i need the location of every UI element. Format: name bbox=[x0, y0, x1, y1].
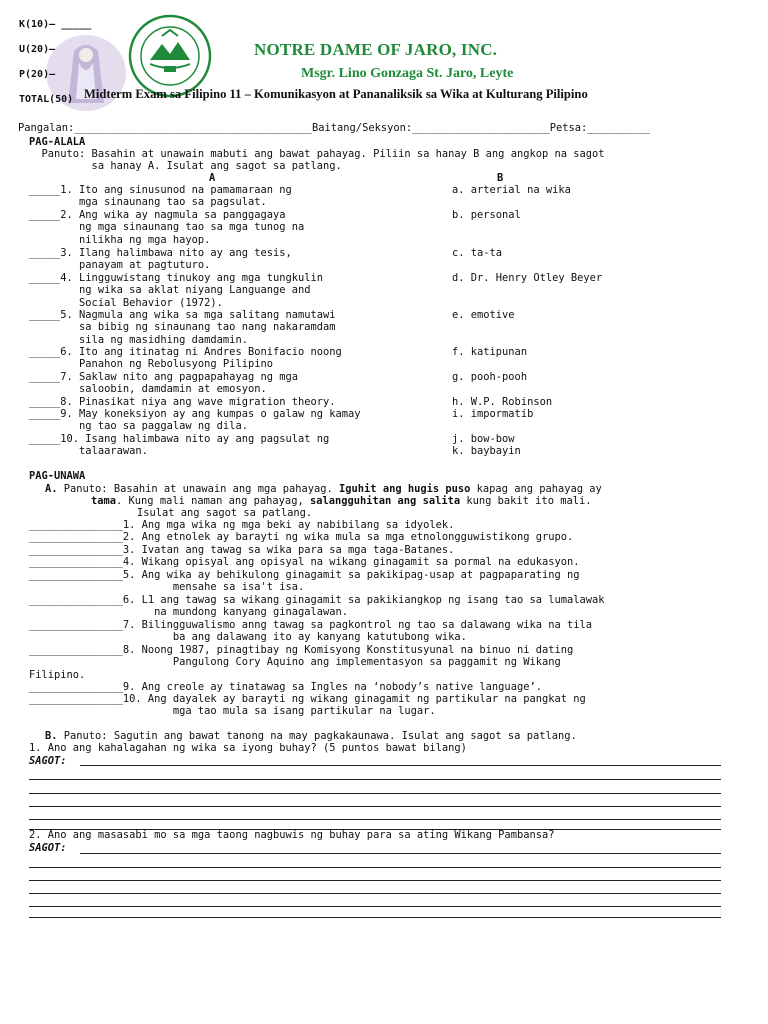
part-a-instr-text-4: kung bakit ito mali. bbox=[460, 495, 592, 507]
matching-item-b-e: e. emotive bbox=[452, 309, 515, 321]
part-b-instr-text: Panuto: Sagutin ang bawat tanong na may pagkakaunawa. Isulat ang sagot sa patlang. bbox=[57, 730, 577, 742]
matching-item-b-i: i. impormatib bbox=[452, 408, 534, 420]
score-u: U(20)– bbox=[19, 44, 56, 55]
matching-item-a-4[interactable]: _____4. Lingguwistang tinukoy ang mga tungkulin ng wika sa aklat niyang Languange and Social Behavior (1972). bbox=[29, 272, 324, 309]
part-a-instr-text-1: Panuto: Basahin at unawain ang mga pahayag. bbox=[57, 483, 340, 495]
true-false-item-6[interactable]: _______________6. L1 ang tawag sa wikang ginagamit sa pakikiangkop ng isang tao sa lumalawak na mundong kanyang ginagalawan. bbox=[29, 594, 605, 619]
column-a-header: A bbox=[209, 172, 216, 184]
answer-label-1: SAGOT: bbox=[29, 755, 67, 767]
matching-item-a-5[interactable]: _____5. Nagmula ang wika sa mga salitang namutawi sa bibig ng sinaunang tao nang nakaramdam sila ng masidhing damdamin. bbox=[29, 309, 336, 346]
score-total: TOTAL(50) bbox=[19, 94, 74, 105]
true-false-item-8[interactable]: _______________8. Noong 1987, pinagtibay ng Komisyong Konstitusyunal na binuo ni dating Pangulong Cory Aquino ang implementasyon sa paggamit ng Wikang Filipino. bbox=[29, 644, 574, 681]
answer-line-2b[interactable] bbox=[29, 867, 721, 868]
school-address: Msgr. Lino Gonzaga St. Jaro, Leyte bbox=[301, 66, 514, 81]
matching-item-b-jk: j. bow-bow k. baybayin bbox=[452, 433, 521, 458]
answer-label-2: SAGOT: bbox=[29, 842, 67, 854]
matching-item-a-10[interactable]: _____10. Isang halimbawa nito ay ang pagsulat ng talaarawan. bbox=[29, 433, 330, 458]
answer-line-2f[interactable] bbox=[29, 917, 721, 918]
matching-item-b-b: b. personal bbox=[452, 209, 521, 221]
true-false-item-9[interactable]: _______________9. Ang creole ay tinatawag sa Ingles na ‘nobody’s native language’. bbox=[29, 681, 542, 693]
matching-item-b-g: g. pooh-pooh bbox=[452, 371, 528, 383]
matching-item-a-8[interactable]: _____8. Pinasikat niya ang wave migration theory. bbox=[29, 396, 336, 408]
answer-line-2d[interactable] bbox=[29, 893, 721, 894]
section-heading-pag-unawa: PAG-UNAWA bbox=[29, 470, 86, 482]
pag-unawa-a-instructions-line3: Isulat ang sagot sa patlang. bbox=[137, 507, 313, 519]
true-false-item-1[interactable]: _______________1. Ang mga wika ng mga beki ay nabibilang sa idyolek. bbox=[29, 519, 455, 531]
matching-item-a-1[interactable]: _____1. Ito ang sinusunod na pamamaraan ng mga sinaunang tao sa pagsulat. bbox=[29, 184, 292, 209]
matching-item-a-6[interactable]: _____6. Ito ang itinatag ni Andres Bonifacio noong Panahon ng Rebolusyong Pilipino bbox=[29, 346, 342, 371]
answer-line-1c[interactable] bbox=[29, 793, 721, 794]
matching-item-b-h: h. W.P. Robinson bbox=[452, 396, 553, 408]
answer-line-1d[interactable] bbox=[29, 806, 721, 807]
true-false-item-2[interactable]: _______________2. Ang etnolek ay barayti ng wika mula sa mga etnolongguwistikong grupo. bbox=[29, 531, 574, 543]
part-a-instr-bold-3: salangguhitan ang salita bbox=[309, 495, 461, 507]
true-false-item-5[interactable]: _______________5. Ang wika ay behikulong ginagamit sa pakikipag-usap at pagpaparating ng mensahe sa isa't isa. bbox=[29, 569, 580, 594]
true-false-item-10[interactable]: _______________10. Ang dayalek ay barayti ng wikang ginagamit ng partikular na pangkat ng mga tao mula sa isang partikular na lugar. bbox=[29, 693, 586, 718]
part-a-instr-bold-1: Iguhit ang hugis puso bbox=[339, 483, 471, 495]
part-a-instr-text-3: . Kung mali naman ang pahayag, bbox=[116, 495, 310, 507]
pag-unawa-a-instructions-line2 bbox=[91, 495, 591, 507]
pag-alala-instructions-2: sa hanay A. Isulat ang sagot sa patlang. bbox=[29, 160, 342, 172]
answer-line-1e[interactable] bbox=[29, 819, 721, 820]
true-false-item-4[interactable]: _______________4. Wikang opisyal ang opisyal na wikang ginagamit sa pormal na edukasyon. bbox=[29, 556, 580, 568]
matching-item-a-9[interactable]: _____9. May koneksiyon ay ang kumpas o galaw ng kamay ng tao sa paggalaw ng dila. bbox=[29, 408, 361, 433]
matching-item-a-2[interactable]: _____2. Ang wika ay nagmula sa panggagaya ng mga sinaunang tao sa mga tunog na nilikha ng mga hayop. bbox=[29, 209, 305, 246]
matching-item-b-c: c. ta-ta bbox=[452, 247, 503, 259]
school-seal-icon bbox=[128, 14, 212, 98]
part-a-instr-text-2: kapag ang pahayag ay bbox=[470, 483, 602, 495]
matching-item-a-7[interactable]: _____7. Saklaw nito ang pagpapahayag ng mga saloobin, damdamin at emosyon. bbox=[29, 371, 298, 396]
essay-question-1: 1. Ano ang kahalagahan ng wika sa iyong buhay? (5 puntos bawat bilang) bbox=[29, 742, 467, 754]
matching-item-b-d: d. Dr. Henry Otley Beyer bbox=[452, 272, 603, 284]
true-false-item-3[interactable]: _______________3. Ivatan ang tawag sa wika para sa mga taga-Batanes. bbox=[29, 544, 455, 556]
exam-title: Midterm Exam sa Filipino 11 – Komunikasyon at Pananaliksik sa Wika at Kulturang Pilipino bbox=[84, 87, 588, 101]
part-b-label: B. bbox=[45, 730, 58, 742]
school-name: NOTRE DAME OF JARO, INC. bbox=[254, 40, 498, 59]
pag-unawa-b-instructions bbox=[45, 730, 577, 742]
true-false-item-7[interactable]: _______________7. Bilingguwalismo anng tawag sa pagkontrol ng tao sa dalawang wika na tila ba ang dalawang ito ay kanyang katutubong wika. bbox=[29, 619, 593, 644]
answer-line-2a[interactable] bbox=[80, 853, 721, 854]
pag-alala-instructions-1: Panuto: Basahin at unawain mabuti ang bawat pahayag. Piliin sa hanay B ang angkop na sagot bbox=[29, 148, 605, 160]
answer-line-2e[interactable] bbox=[29, 906, 721, 907]
part-a-instr-bold-2: tama bbox=[91, 495, 117, 507]
section-heading-pag-alala: PAG-ALALA bbox=[29, 136, 86, 148]
matching-item-b-a: a. arterial na wika bbox=[452, 184, 571, 196]
column-b-header: B bbox=[497, 172, 504, 184]
matching-item-a-3[interactable]: _____3. Ilang halimbawa nito ay ang tesis, panayam at pagtuturo. bbox=[29, 247, 292, 272]
pag-unawa-a-instructions-line1 bbox=[45, 483, 602, 495]
student-info-line[interactable]: Pangalan:______________________________________Baitang/Seksyon:______________________Petsa:__________ bbox=[18, 122, 650, 134]
answer-line-1b[interactable] bbox=[29, 779, 721, 780]
part-a-label: A. bbox=[45, 483, 58, 495]
essay-question-2: 2. Ano ang masasabi mo sa mga taong nagbuwis ng buhay para sa ating Wikang Pambansa? bbox=[29, 829, 555, 841]
score-k: K(10)– _____ bbox=[19, 19, 92, 30]
answer-line-2c[interactable] bbox=[29, 880, 721, 881]
answer-line-1a[interactable] bbox=[80, 765, 721, 766]
score-p: P(20)– bbox=[19, 69, 56, 80]
matching-item-b-f: f. katipunan bbox=[452, 346, 528, 358]
